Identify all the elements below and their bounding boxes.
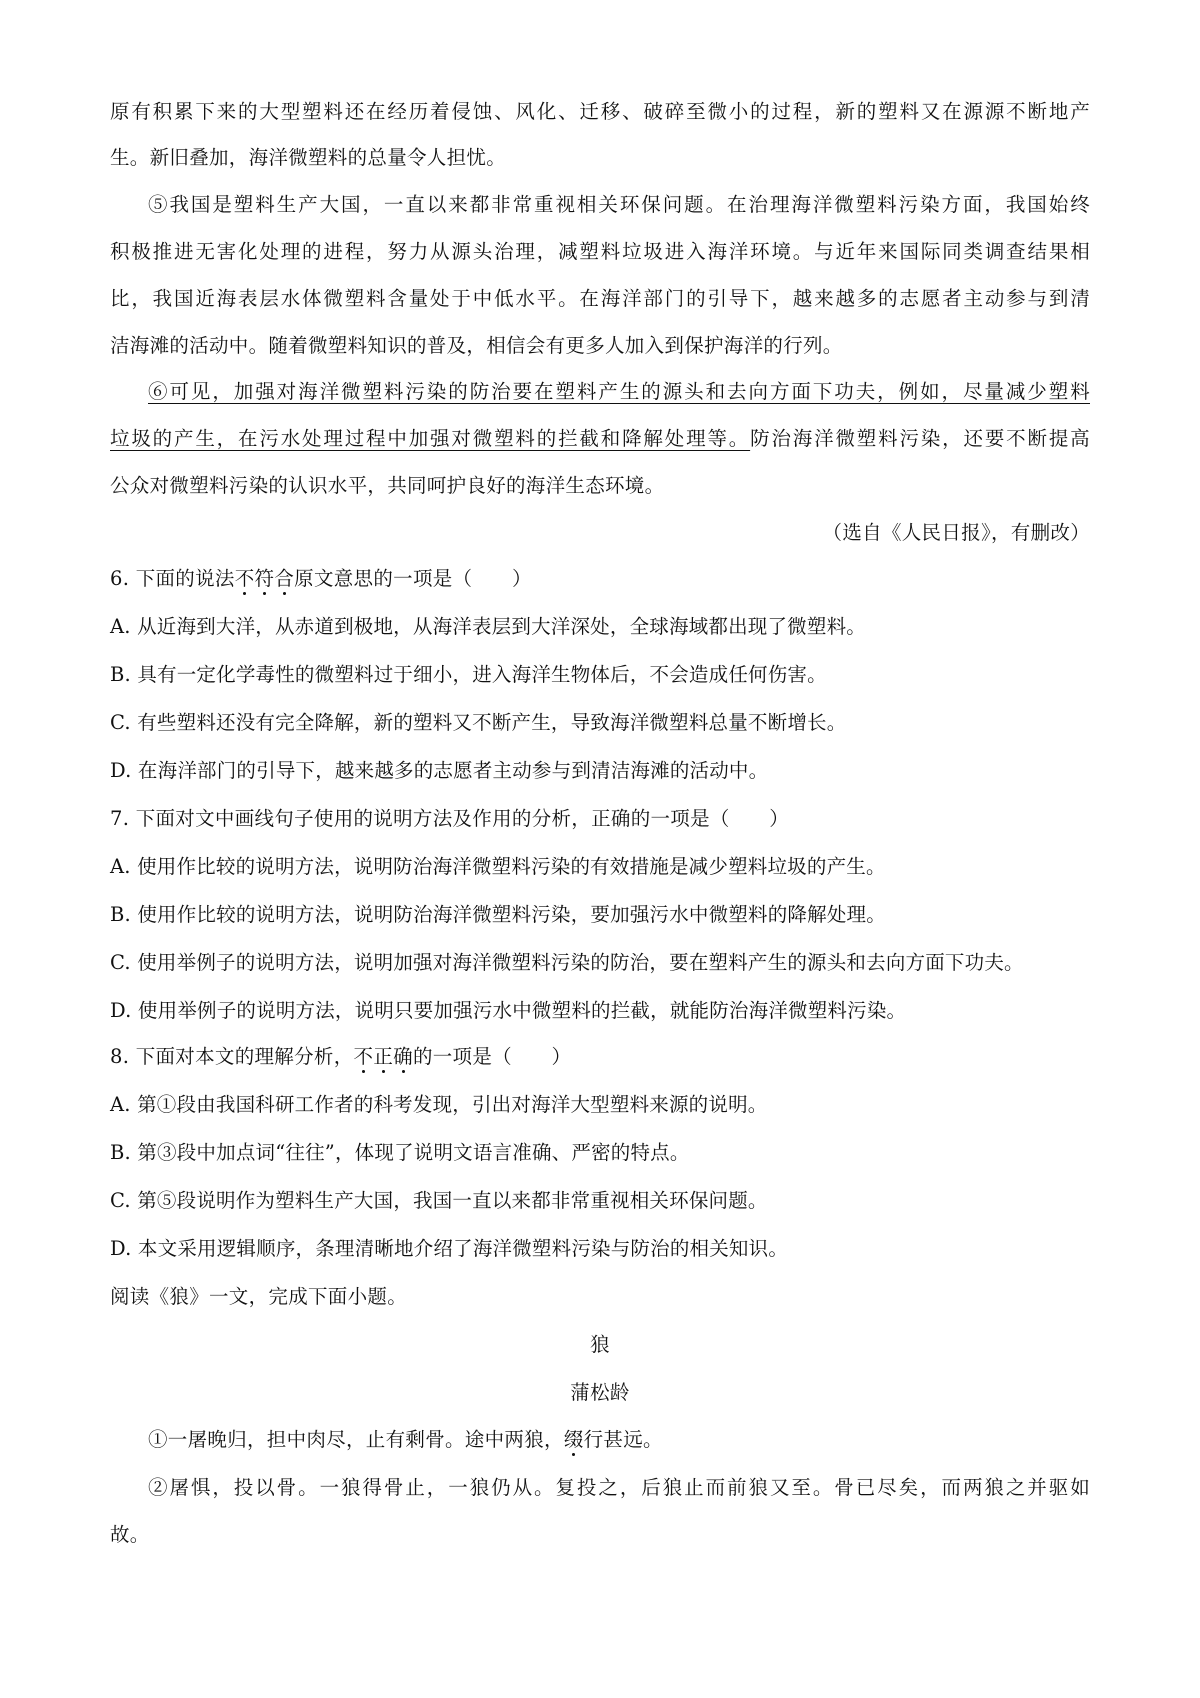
q6-emphasis-char-1: 不 [234, 567, 255, 590]
passage-p6-line3: 公众对微塑料污染的认识水平，共同呵护良好的海洋生态环境。 [110, 474, 665, 497]
question-8-stem [110, 1043, 1090, 1071]
reading-p2-line2: 故。 [110, 1523, 150, 1546]
q7-option-a: A. 使用作比较的说明方法，说明防治海洋微塑料污染的有效措施是减少塑料垃圾的产生。 [110, 855, 886, 878]
question-7-stem: 7. 下面对文中画线句子使用的说明方法及作用的分析，正确的一项是（ ） [110, 807, 790, 830]
passage-p5-line2: 积极推进无害化处理的进程，努力从源头治理，减塑料垃圾进入海洋环境。与近年来国际同类调查结果相 [110, 240, 1090, 263]
q6-stem-prefix: 6. 下面的说法 [110, 567, 235, 590]
q8-emphasis-char-3: 确 [393, 1045, 413, 1068]
q8-option-b: B. 第③段中加点词“往往”，体现了说明文语言准确、严密的特点。 [110, 1141, 690, 1164]
q8-emphasis-char-2: 正 [373, 1045, 394, 1068]
passage-p6-line1-underlined: ⑥可见，加强对海洋微塑料污染的防治要在塑料产生的源头和去向方面下功夫，例如，尽量减少塑料 [148, 380, 1090, 403]
reading-p1 [148, 1426, 1090, 1454]
q7-option-b: B. 使用作比较的说明方法，说明防治海洋微塑料污染，要加强污水中微塑料的降解处理。 [110, 903, 886, 926]
passage-p5-line1: ⑤我国是塑料生产大国，一直以来都非常重视相关环保问题。在治理海洋微塑料污染方面，我国始终 [148, 193, 1090, 216]
q6-option-d: D. 在海洋部门的引导下，越来越多的志愿者主动参与到清洁海滩的活动中。 [110, 759, 769, 782]
q8-option-c: C. 第⑤段说明作为塑料生产大国，我国一直以来都非常重视相关环保问题。 [110, 1189, 768, 1212]
reading-p1-emphasis-char: 缀 [563, 1428, 584, 1451]
q6-option-c: C. 有些塑料还没有完全降解，新的塑料又不断产生，导致海洋微塑料总量不断增长。 [110, 711, 847, 734]
reading-p1-after: 行甚远。 [583, 1428, 663, 1451]
passage-p4-line2: 生。新旧叠加，海洋微塑料的总量令人担忧。 [110, 146, 507, 169]
q6-option-b: B. 具有一定化学毒性的微塑料过于细小，进入海洋生物体后，不会造成任何伤害。 [110, 663, 827, 686]
question-6-stem [110, 565, 1090, 593]
passage-source: （选自《人民日报》，有删改） [822, 521, 1090, 544]
q6-stem-suffix: 原文意思的一项是（ ） [294, 567, 532, 590]
reading-p2-line1: ②屠惧，投以骨。一狼得骨止，一狼仍从。复投之，后狼止而前狼又至。骨已尽矣，而两狼之并驱如 [148, 1476, 1090, 1499]
q7-option-d: D. 使用举例子的说明方法，说明只要加强污水中微塑料的拦截，就能防治海洋微塑料污染。 [110, 999, 907, 1022]
reading-title: 狼 [590, 1333, 610, 1356]
q8-option-a: A. 第①段由我国科研工作者的科考发现，引出对海洋大型塑料来源的说明。 [110, 1093, 768, 1116]
passage-p5-line3: 比，我国近海表层水体微塑料含量处于中低水平。在海洋部门的引导下，越来越多的志愿者主动参与到清 [110, 287, 1090, 310]
reading-p1-before: ①一屠晚归，担中肉尽，止有剩骨。途中两狼， [148, 1428, 564, 1451]
q7-option-c: C. 使用举例子的说明方法，说明加强对海洋微塑料污染的防治，要在塑料产生的源头和去向方面下功夫。 [110, 951, 1024, 974]
q8-stem-prefix: 8. 下面对本文的理解分析， [110, 1045, 354, 1068]
q8-emphasis-char-1: 不 [353, 1045, 374, 1068]
reading-instruction: 阅读《狼》一文，完成下面小题。 [110, 1285, 408, 1308]
reading-author: 蒲松龄 [570, 1381, 630, 1404]
passage-p5-line4: 洁海滩的活动中。随着微塑料知识的普及，相信会有更多人加入到保护海洋的行列。 [110, 334, 843, 357]
passage-p6-line2-rest: 防治海洋微塑料污染，还要不断提高 [750, 427, 1090, 450]
passage-p6-line2 [110, 425, 1090, 453]
q6-option-a: A. 从近海到大洋，从赤道到极地，从海洋表层到大洋深处，全球海域都出现了微塑料。 [110, 615, 866, 638]
passage-p4-line1: 原有积累下来的大型塑料还在经历着侵蚀、风化、迁移、破碎至微小的过程，新的塑料又在源源不断地产 [110, 100, 1090, 123]
q6-emphasis-char-3: 合 [274, 567, 295, 590]
q8-stem-suffix: 的一项是（ ） [412, 1045, 572, 1068]
q8-option-d: D. 本文采用逻辑顺序，条理清晰地介绍了海洋微塑料污染与防治的相关知识。 [110, 1237, 789, 1260]
passage-p6-line2-underlined: 垃圾的产生，在污水处理过程中加强对微塑料的拦截和降解处理等。 [110, 427, 751, 450]
q6-emphasis-char-2: 符 [254, 567, 275, 590]
